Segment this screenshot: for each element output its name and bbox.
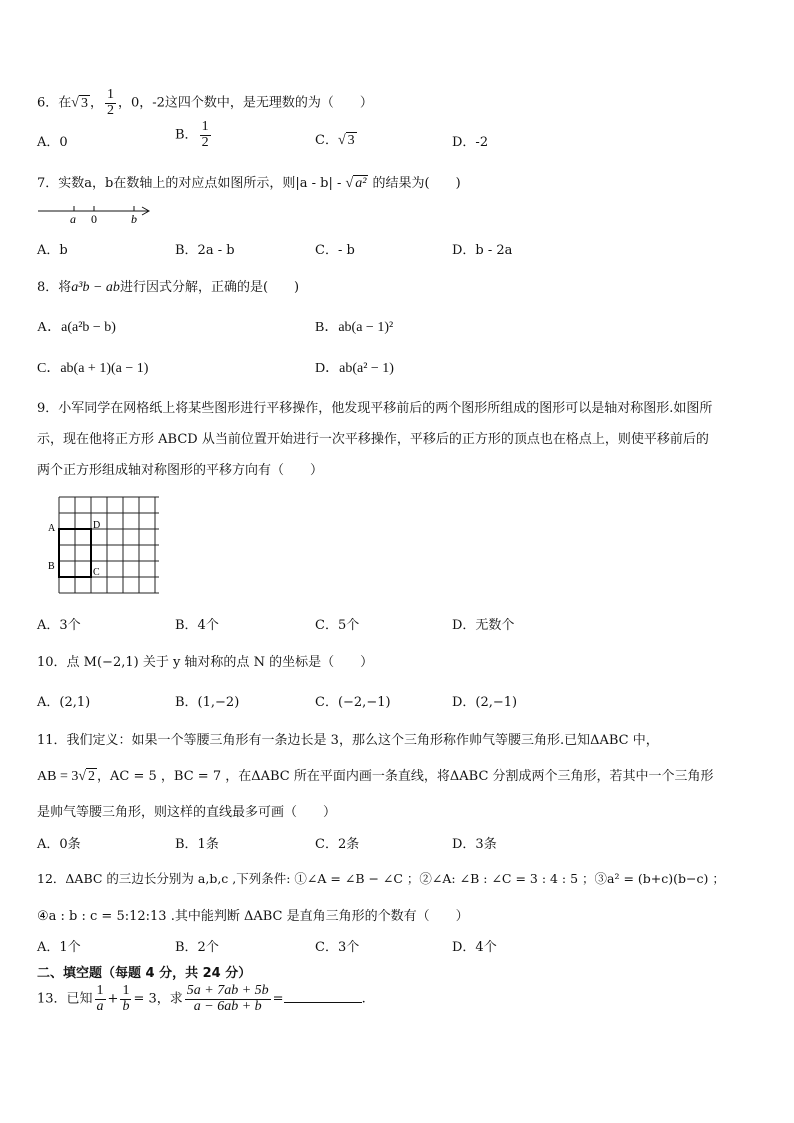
- label-b: b: [131, 212, 137, 226]
- q6-stem: 6．在√ 3 ， $\frac{1}{2}$ ，0，-2这四个数中，是无理数的为（ ）: [37, 87, 373, 118]
- answer-blank[interactable]: [284, 990, 362, 1003]
- q10-option-c[interactable]: C．(−2,−1): [315, 695, 391, 710]
- q9-option-b[interactable]: B．4个: [175, 618, 219, 633]
- q10-stem: 10．点 M(−2,1) 关于 y 轴对称的点 N 的坐标是（ ）: [37, 655, 374, 670]
- vertex-a: A: [48, 523, 56, 534]
- q13-stem: 13．已知 $\frac{1}{a}$ + $\frac{1}{b}$ = 3，求 $\frac{5a + 7ab + 5b}{a - 6ab + b}$ = .: [37, 983, 366, 1014]
- q8-option-d[interactable]: D．ab(a² − 1): [315, 361, 394, 376]
- q9-option-d[interactable]: D．无数个: [452, 618, 515, 633]
- q7-option-b[interactable]: B．2a - b: [175, 243, 235, 258]
- q9-line-3: 两个正方形组成轴对称图形的平移方向有（ ）: [37, 463, 324, 478]
- q8-option-a[interactable]: A．a(a²b − b): [37, 320, 116, 335]
- sqrt-a-squared: √ a²: [345, 176, 367, 191]
- q10-option-b[interactable]: B．(1,−2): [175, 695, 240, 710]
- q12-option-c[interactable]: C．3个: [315, 940, 360, 955]
- q9-option-a[interactable]: A．3个: [37, 618, 81, 633]
- q8-option-c[interactable]: C．ab(a + 1)(a − 1): [37, 361, 149, 376]
- q12-option-b[interactable]: B．2个: [175, 940, 219, 955]
- fraction-1-over-a: $\frac{1}{a}$: [96, 983, 104, 1014]
- q10-option-d[interactable]: D．(2,−1): [452, 695, 518, 710]
- q9-option-c[interactable]: C．5个: [315, 618, 360, 633]
- vertex-d: D: [93, 520, 101, 531]
- fraction-1-over-b: $\frac{1}{b}$: [122, 983, 130, 1014]
- q11-option-d[interactable]: D．3条: [452, 837, 497, 852]
- grid-lines: [59, 497, 159, 593]
- q7-stem: 7．实数a，b在数轴上的对应点如图所示，则|a - b| - √ a² 的结果为( ): [37, 176, 461, 191]
- q12-option-a[interactable]: A．1个: [37, 940, 81, 955]
- q11-line-2: AB = 3√ 2 ，AC = 5 ，BC = 7 ，在ΔABC 所在平面内画一条直线，将ΔABC 分割成两个三角形，若其中一个三角形: [37, 769, 714, 784]
- q6-option-a[interactable]: A．0: [37, 135, 68, 150]
- q12-line-1: 12．ΔABC 的三边长分别为 a,b,c ,下列条件: ①∠A = ∠B − ∠C ；②∠A: ∠B : ∠C = 3 : 4 : 5 ；③a² = (b+c)(b−c) ；: [37, 871, 725, 886]
- q7-option-a[interactable]: A．b: [37, 243, 68, 258]
- grid-figure: [44, 495, 164, 595]
- label-a: a: [70, 212, 76, 226]
- q6-option-b[interactable]: B． $\frac{1}{2}$: [175, 119, 209, 150]
- q6-option-d[interactable]: D．-2: [452, 135, 489, 150]
- q7-option-d[interactable]: D．b - 2a: [452, 243, 513, 258]
- vertex-b: B: [48, 561, 55, 572]
- q10-option-a[interactable]: A．(2,1): [37, 695, 91, 710]
- sqrt-3: √ 3: [71, 95, 88, 111]
- q11-line-3: 是帅气等腰三角形，则这样的直线最多可画（ ）: [37, 805, 337, 820]
- q11-option-b[interactable]: B．1条: [175, 837, 219, 852]
- label-zero: 0: [91, 212, 97, 226]
- fraction-half: $\frac{1}{2}$: [106, 87, 114, 118]
- q6-number: 6．在: [37, 95, 72, 111]
- q11-line-1: 11．我们定义：如果一个等腰三角形有一条边长是 3，那么这个三角形称作帅气等腰三角形.已知ΔABC 中，: [37, 733, 659, 748]
- q6-option-c[interactable]: C．√ 3: [315, 133, 355, 148]
- q9-line-2: 示，现在他将正方形 ABCD 从当前位置开始进行一次平移操作，平移后的正方形的顶点也在格点上，则使平移前后的: [37, 432, 709, 447]
- section-title: 二、填空题（每题 4 分，共 24 分）: [37, 966, 252, 981]
- q12-line-2: ④a : b : c = 5:12:13 .其中能判断 ΔABC 是直角三角形的个数有（ ）: [37, 909, 469, 924]
- fraction-expression: $\frac{5a + 7ab + 5b}{a - 6ab + b}$: [186, 983, 269, 1014]
- q9-line-1: 9．小军同学在网格纸上将某些图形进行平移操作，他发现平移前后的两个图形所组成的图形可以是轴对称图形.如图所: [37, 401, 713, 416]
- q7-option-c[interactable]: C．- b: [315, 243, 355, 258]
- q8-option-b[interactable]: B．ab(a − 1)²: [315, 320, 394, 335]
- vertex-c: C: [93, 567, 100, 578]
- q8-expression: a³b − ab: [71, 280, 120, 295]
- q8-stem: 8．将a³b − ab进行因式分解，正确的是( ): [37, 280, 300, 295]
- q11-option-a[interactable]: A．0条: [37, 837, 81, 852]
- number-line: [36, 202, 156, 226]
- q11-option-c[interactable]: C．2条: [315, 837, 360, 852]
- q12-option-d[interactable]: D．4个: [452, 940, 497, 955]
